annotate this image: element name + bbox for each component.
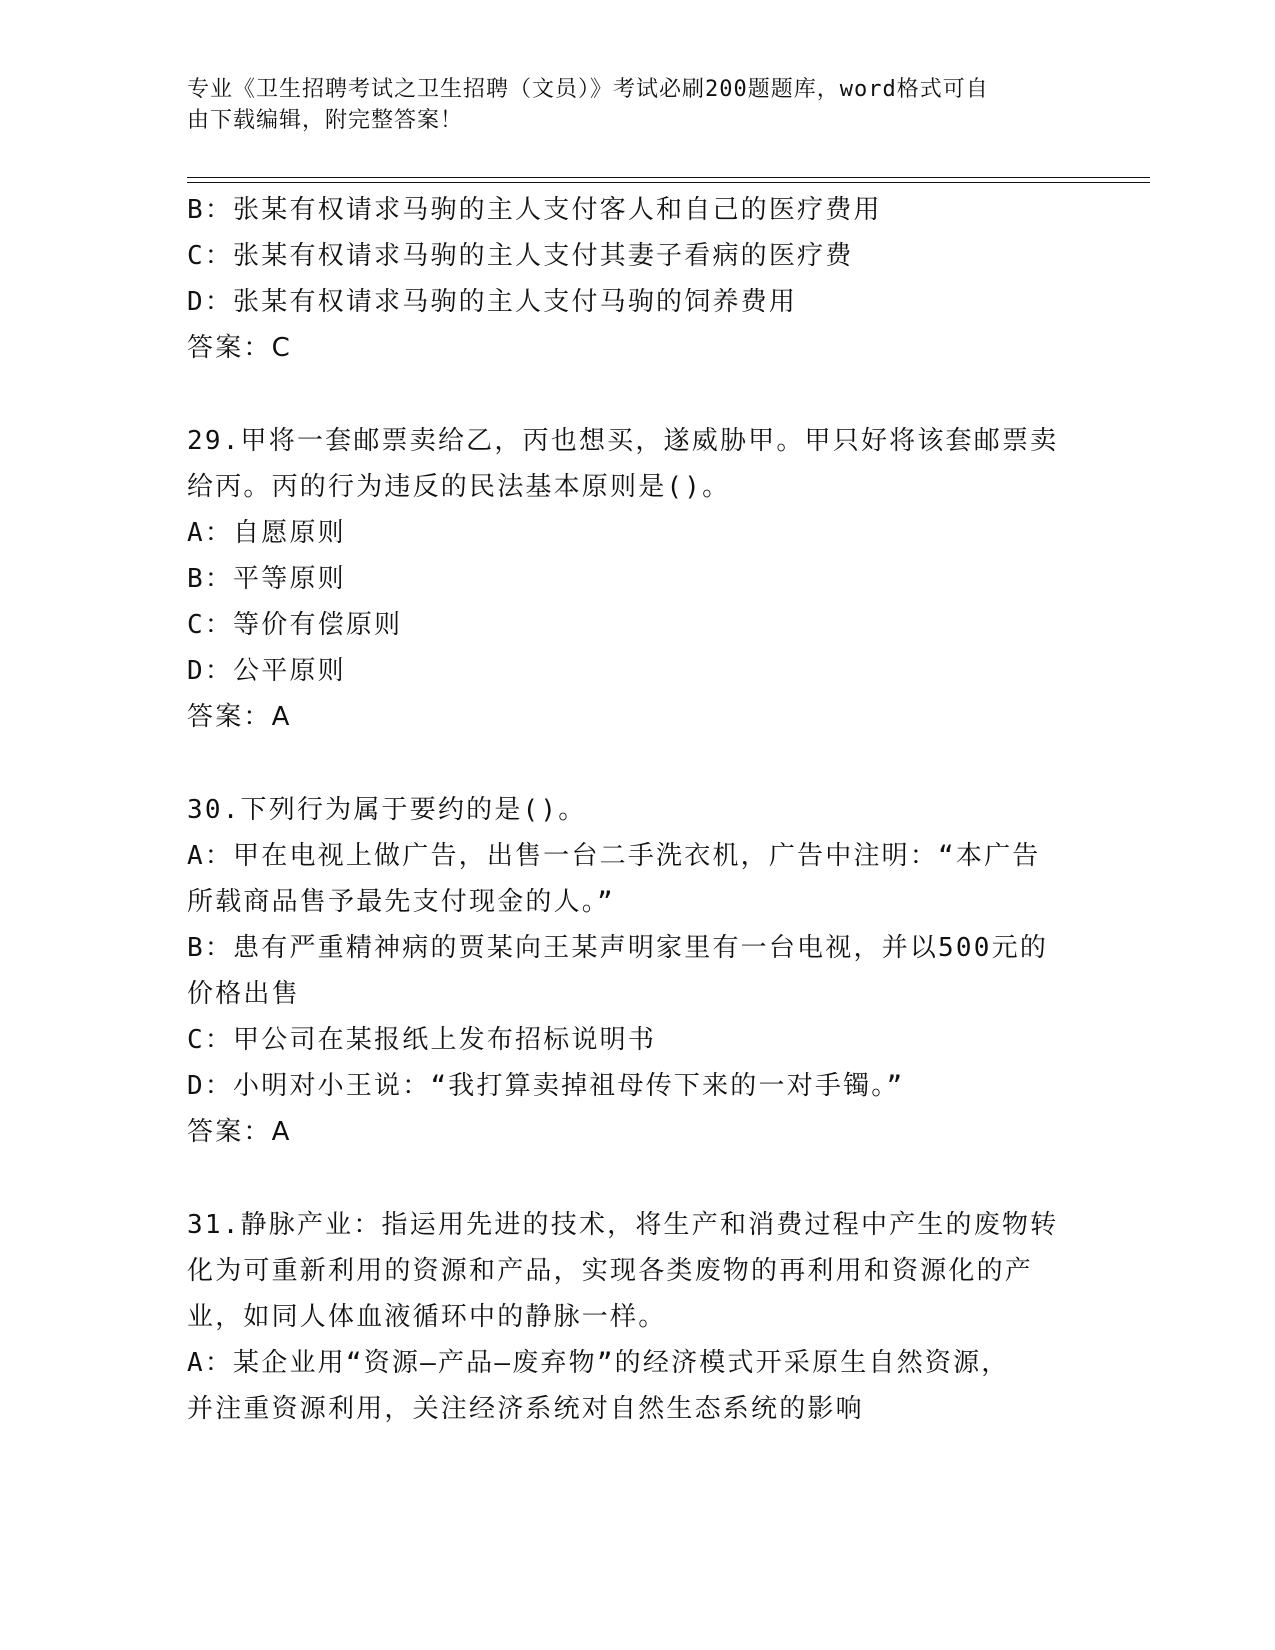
question-text-line: 29.甲将一套邮票卖给乙，丙也想买，遂威胁甲。甲只好将该套邮票卖 xyxy=(187,426,1059,456)
header-divider-top xyxy=(187,177,1150,178)
option-c: C：张某有权请求马驹的主人支付其妻子看病的医疗费 xyxy=(187,241,854,271)
header-line-2: 由下载编辑，附完整答案！ xyxy=(187,108,464,133)
spacer xyxy=(187,1155,1087,1202)
question-text-line: 30.下列行为属于要约的是()。 xyxy=(187,795,587,825)
question-30 xyxy=(187,787,1087,1155)
option-a-continued: 并注重资源利用，关注经济系统对自然生态系统的影响 xyxy=(187,1394,864,1424)
option-a: A：某企业用“资源—产品—废弃物”的经济模式开采原生自然资源， xyxy=(187,1348,1010,1378)
answer: 答案：C xyxy=(187,333,292,363)
answer: 答案：A xyxy=(187,702,292,732)
question-28-continued xyxy=(187,187,1087,371)
question-text-line: 化为可重新利用的资源和产品，实现各类废物的再利用和资源化的产 xyxy=(187,1256,1034,1286)
answer: 答案：A xyxy=(187,1117,292,1147)
document-body xyxy=(187,187,1087,1432)
header-line-1: 专业《卫生招聘考试之卫生招聘（文员）》考试必刷200题题库，word格式可自 xyxy=(187,77,989,102)
option-b: B：张某有权请求马驹的主人支付客人和自己的医疗费用 xyxy=(187,195,882,225)
question-text-line: 业，如同人体血液循环中的静脉一样。 xyxy=(187,1302,667,1332)
spacer xyxy=(187,740,1087,787)
question-29 xyxy=(187,418,1087,740)
question-text-line: 31.静脉产业：指运用先进的技术，将生产和消费过程中产生的废物转 xyxy=(187,1210,1059,1240)
document-header xyxy=(187,74,1087,136)
question-text-line: 给丙。丙的行为违反的民法基本原则是()。 xyxy=(187,472,731,502)
option-d: D：小明对小王说：“我打算卖掉祖母传下来的一对手镯。” xyxy=(187,1071,905,1101)
header-divider-bottom xyxy=(187,182,1150,183)
option-d: D：张某有权请求马驹的主人支付马驹的饲养费用 xyxy=(187,287,798,317)
option-d: D：公平原则 xyxy=(187,656,346,686)
spacer xyxy=(187,371,1087,418)
question-31 xyxy=(187,1202,1087,1432)
option-a: A：甲在电视上做广告，出售一台二手洗衣机，广告中注明：“本广告 xyxy=(187,841,1041,871)
option-a-continued: 所载商品售予最先支付现金的人。” xyxy=(187,887,615,917)
option-b: B：平等原则 xyxy=(187,564,346,594)
option-b: B：患有严重精神病的贾某向王某声明家里有一台电视，并以500元的 xyxy=(187,933,1049,963)
option-b-continued: 价格出售 xyxy=(187,979,300,1009)
option-c: C：等价有偿原则 xyxy=(187,610,403,640)
option-a: A：自愿原则 xyxy=(187,518,346,548)
option-c: C：甲公司在某报纸上发布招标说明书 xyxy=(187,1025,657,1055)
